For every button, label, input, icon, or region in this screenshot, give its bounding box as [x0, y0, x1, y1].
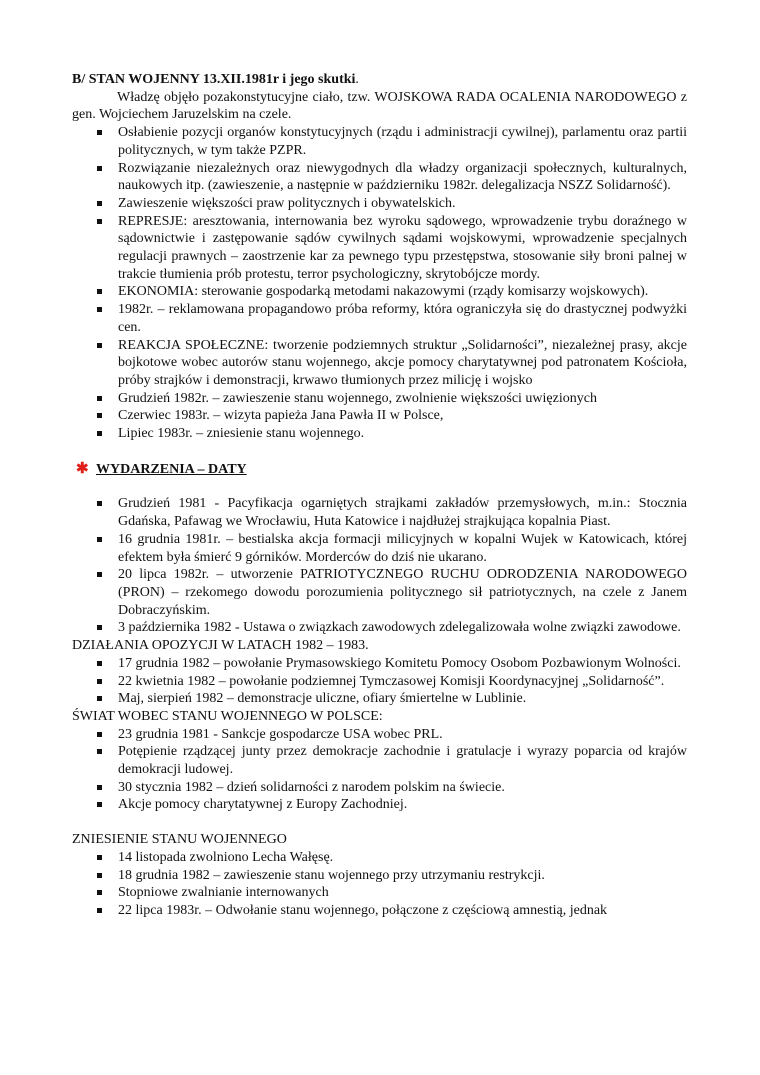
list-item — [118, 124, 687, 159]
list-item — [118, 655, 687, 673]
list-item-text: Stopniowe zwalnianie internowanych — [118, 885, 329, 901]
square-bullet-icon — [97, 130, 102, 135]
list-item — [118, 160, 687, 195]
square-bullet-icon — [97, 201, 102, 206]
list-item-text: Osłabienie pozycji organów konstytucyjnych (rządu i administracji cywilnej), parlamentu oraz partii politycznych, w tym także PZPR. — [118, 125, 687, 158]
document-page — [72, 71, 687, 920]
list-item — [118, 743, 687, 778]
square-bullet-icon — [97, 908, 102, 913]
effects-list — [72, 124, 687, 443]
list-item-text: 22 lipca 1983r. – Odwołanie stanu wojennego, połączone z częściową amnestią, jednak — [118, 902, 608, 918]
square-bullet-icon — [97, 166, 102, 171]
list-item — [118, 531, 687, 566]
list-item — [118, 884, 687, 902]
list-item — [118, 390, 687, 408]
list-item-text: 3 października 1982 - Ustawa o związkach zawodowych zdelegalizowała wolne związki zawodowe. — [118, 620, 681, 636]
list-item — [118, 283, 687, 301]
square-bullet-icon — [97, 749, 102, 754]
opposition-heading: DZIAŁANIA OPOZYCJI W LATACH 1982 – 1983. — [72, 638, 369, 654]
list-item-text: 30 stycznia 1982 – dzień solidarności z narodem polskim na świecie. — [118, 779, 505, 795]
list-item — [118, 673, 687, 691]
list-item — [118, 566, 687, 619]
list-item — [118, 690, 687, 708]
list-item-text: 18 grudnia 1982 – zawieszenie stanu wojennego przy utrzymaniu restrykcji. — [118, 867, 545, 883]
square-bullet-icon — [97, 501, 102, 506]
square-bullet-icon — [97, 537, 102, 542]
intro-paragraph: Władzę objęło pozakonstytucyjne ciało, tzw. WOJSKOWA RADA OCALENIA NARODOWEGO z gen. Wojciechem Jaruzelskim na czele. — [72, 89, 687, 123]
square-bullet-icon — [97, 343, 102, 348]
square-bullet-icon — [97, 661, 102, 666]
list-item-text: REAKCJA SPOŁECZNE: tworzenie podziemnych struktur „Solidarności”, niezależnej prasy, akcje bojkotowe wobec autorów stanu wojennego, akcje pomocy charytatywnej pod patronatem Kościoła, próby strajków i demonstracji, krwawo tłumionych przez milicję i wojsko — [118, 337, 687, 388]
world-heading: ŚWIAT WOBEC STANU WOJENNEGO W POLSCE: — [72, 708, 383, 724]
list-item — [118, 779, 687, 797]
square-bullet-icon — [97, 855, 102, 860]
list-item — [118, 867, 687, 885]
list-item — [118, 796, 687, 814]
list-item-text: Grudzień 1982r. – zawieszenie stanu wojennego, zwolnienie większości uwięzionych — [118, 390, 597, 406]
list-item-text: Lipiec 1983r. – zniesienie stanu wojennego. — [118, 426, 365, 442]
list-item-text: 14 listopada zwolniono Lecha Wałęsę. — [118, 849, 334, 865]
list-item-text: Potępienie rządzącej junty przez demokracje zachodnie i gratulacje i wyrazy poparcia od krajów demokracji ludowej. — [118, 744, 687, 778]
end-list — [72, 849, 687, 920]
list-item — [118, 619, 687, 637]
list-item-text: Grudzień 1981 - Pacyfikacja ogarniętych strajkami zakładów przemysłowych, m.in.: Stocznia Gdańska, Pafawag we Wrocławiu, Huta Katowice i najdłużej strajkująca kopalnia Piast. — [118, 496, 687, 530]
square-bullet-icon — [97, 572, 102, 577]
section-title: B/ STAN WOJENNY 13.XII.1981r i jego skutki. — [72, 72, 359, 87]
list-item — [118, 407, 687, 425]
list-item — [118, 726, 687, 744]
square-bullet-icon — [97, 679, 102, 684]
square-bullet-icon — [97, 219, 102, 224]
square-bullet-icon — [97, 802, 102, 807]
square-bullet-icon — [97, 785, 102, 790]
list-item-text: 17 grudnia 1982 – powołanie Prymasowskiego Komitetu Pomocy Osobom Pozbawionym Wolności. — [118, 655, 681, 671]
list-item-text: REPRESJE: aresztowania, internowania bez wyroku sądowego, wprowadzenie trybu doraźnego w sądownictwie i zastępowanie sądów cywilnych sądami wojskowymi, wprowadzenie specjalnych regulacji prawnych – zaostrzenie kar za pewnego typu przestępstwa, stosowanie siły broni palnej w trakcie tłumienia prób protestu, terror psychologiczny, skrytobójcze mordy. — [118, 213, 687, 282]
list-item-text: 20 lipca 1982r. – utworzenie PATRIOTYCZNEGO RUCHU ODRODZENIA NARODOWEGO (PRON) – rzekomego dowodu porozumienia politycznego sił patriotycznych, na czele z Janem Dobraczyńskim. — [118, 567, 687, 618]
square-bullet-icon — [97, 413, 102, 418]
end-heading: ZNIESIENIE STANU WOJENNEGO — [72, 832, 287, 848]
list-item — [118, 902, 687, 920]
list-item-text: 1982r. – reklamowana propagandowo próba reformy, która ograniczyła się do drastycznej podwyżki cen. — [118, 302, 687, 335]
world-list — [72, 726, 687, 815]
list-item — [118, 495, 687, 530]
list-item-text: 22 kwietnia 1982 – powołanie podziemnej Tymczasowej Komisji Koordynacyjnej „Solidarność”. — [118, 673, 665, 689]
list-item-text: EKONOMIA: sterowanie gospodarką metodami nakazowymi (rządy komisarzy wojskowych). — [118, 284, 649, 300]
list-item-text: Czerwiec 1983r. – wizyta papieża Jana Pawła II w Polsce, — [118, 408, 444, 424]
list-item — [118, 337, 687, 390]
square-bullet-icon — [97, 307, 102, 312]
red-asterisk-icon: ✱ — [76, 460, 89, 477]
square-bullet-icon — [97, 890, 102, 895]
list-item-text: Zawieszenie większości praw politycznych i obywatelskich. — [118, 195, 456, 211]
square-bullet-icon — [97, 696, 102, 701]
list-item-text: Akcje pomocy charytatywnej z Europy Zachodniej. — [118, 797, 408, 813]
list-item — [118, 195, 687, 213]
list-item — [118, 849, 687, 867]
square-bullet-icon — [97, 289, 102, 294]
list-item-text: 16 grudnia 1981r. – bestialska akcja formacji milicyjnych w kopalni Wujek w Katowicach, której efektem była śmierć 9 górników. Morderców do dziś nie ukarano. — [118, 531, 687, 565]
square-bullet-icon — [97, 431, 102, 436]
list-item — [118, 301, 687, 336]
list-item-text: Rozwiązanie niezależnych oraz niewygodnych dla władzy organizacji społecznych, kulturalnych, naukowych itp. (zawieszenie, a następnie w październiku 1982r. delegalizacja NSZZ Solidarność). — [118, 160, 687, 194]
square-bullet-icon — [97, 732, 102, 737]
square-bullet-icon — [97, 873, 102, 878]
opposition-list — [72, 655, 687, 708]
square-bullet-icon — [97, 396, 102, 401]
list-item-text: 23 grudnia 1981 - Sankcje gospodarcze USA wobec PRL. — [118, 726, 443, 742]
events-heading: ✱ WYDARZENIA – DATY — [76, 460, 247, 477]
square-bullet-icon — [97, 625, 102, 630]
list-item — [118, 425, 687, 443]
list-item-text: Maj, sierpień 1982 – demonstracje uliczne, ofiary śmiertelne w Lublinie. — [118, 691, 527, 707]
events-list — [72, 495, 687, 637]
list-item — [118, 213, 687, 284]
